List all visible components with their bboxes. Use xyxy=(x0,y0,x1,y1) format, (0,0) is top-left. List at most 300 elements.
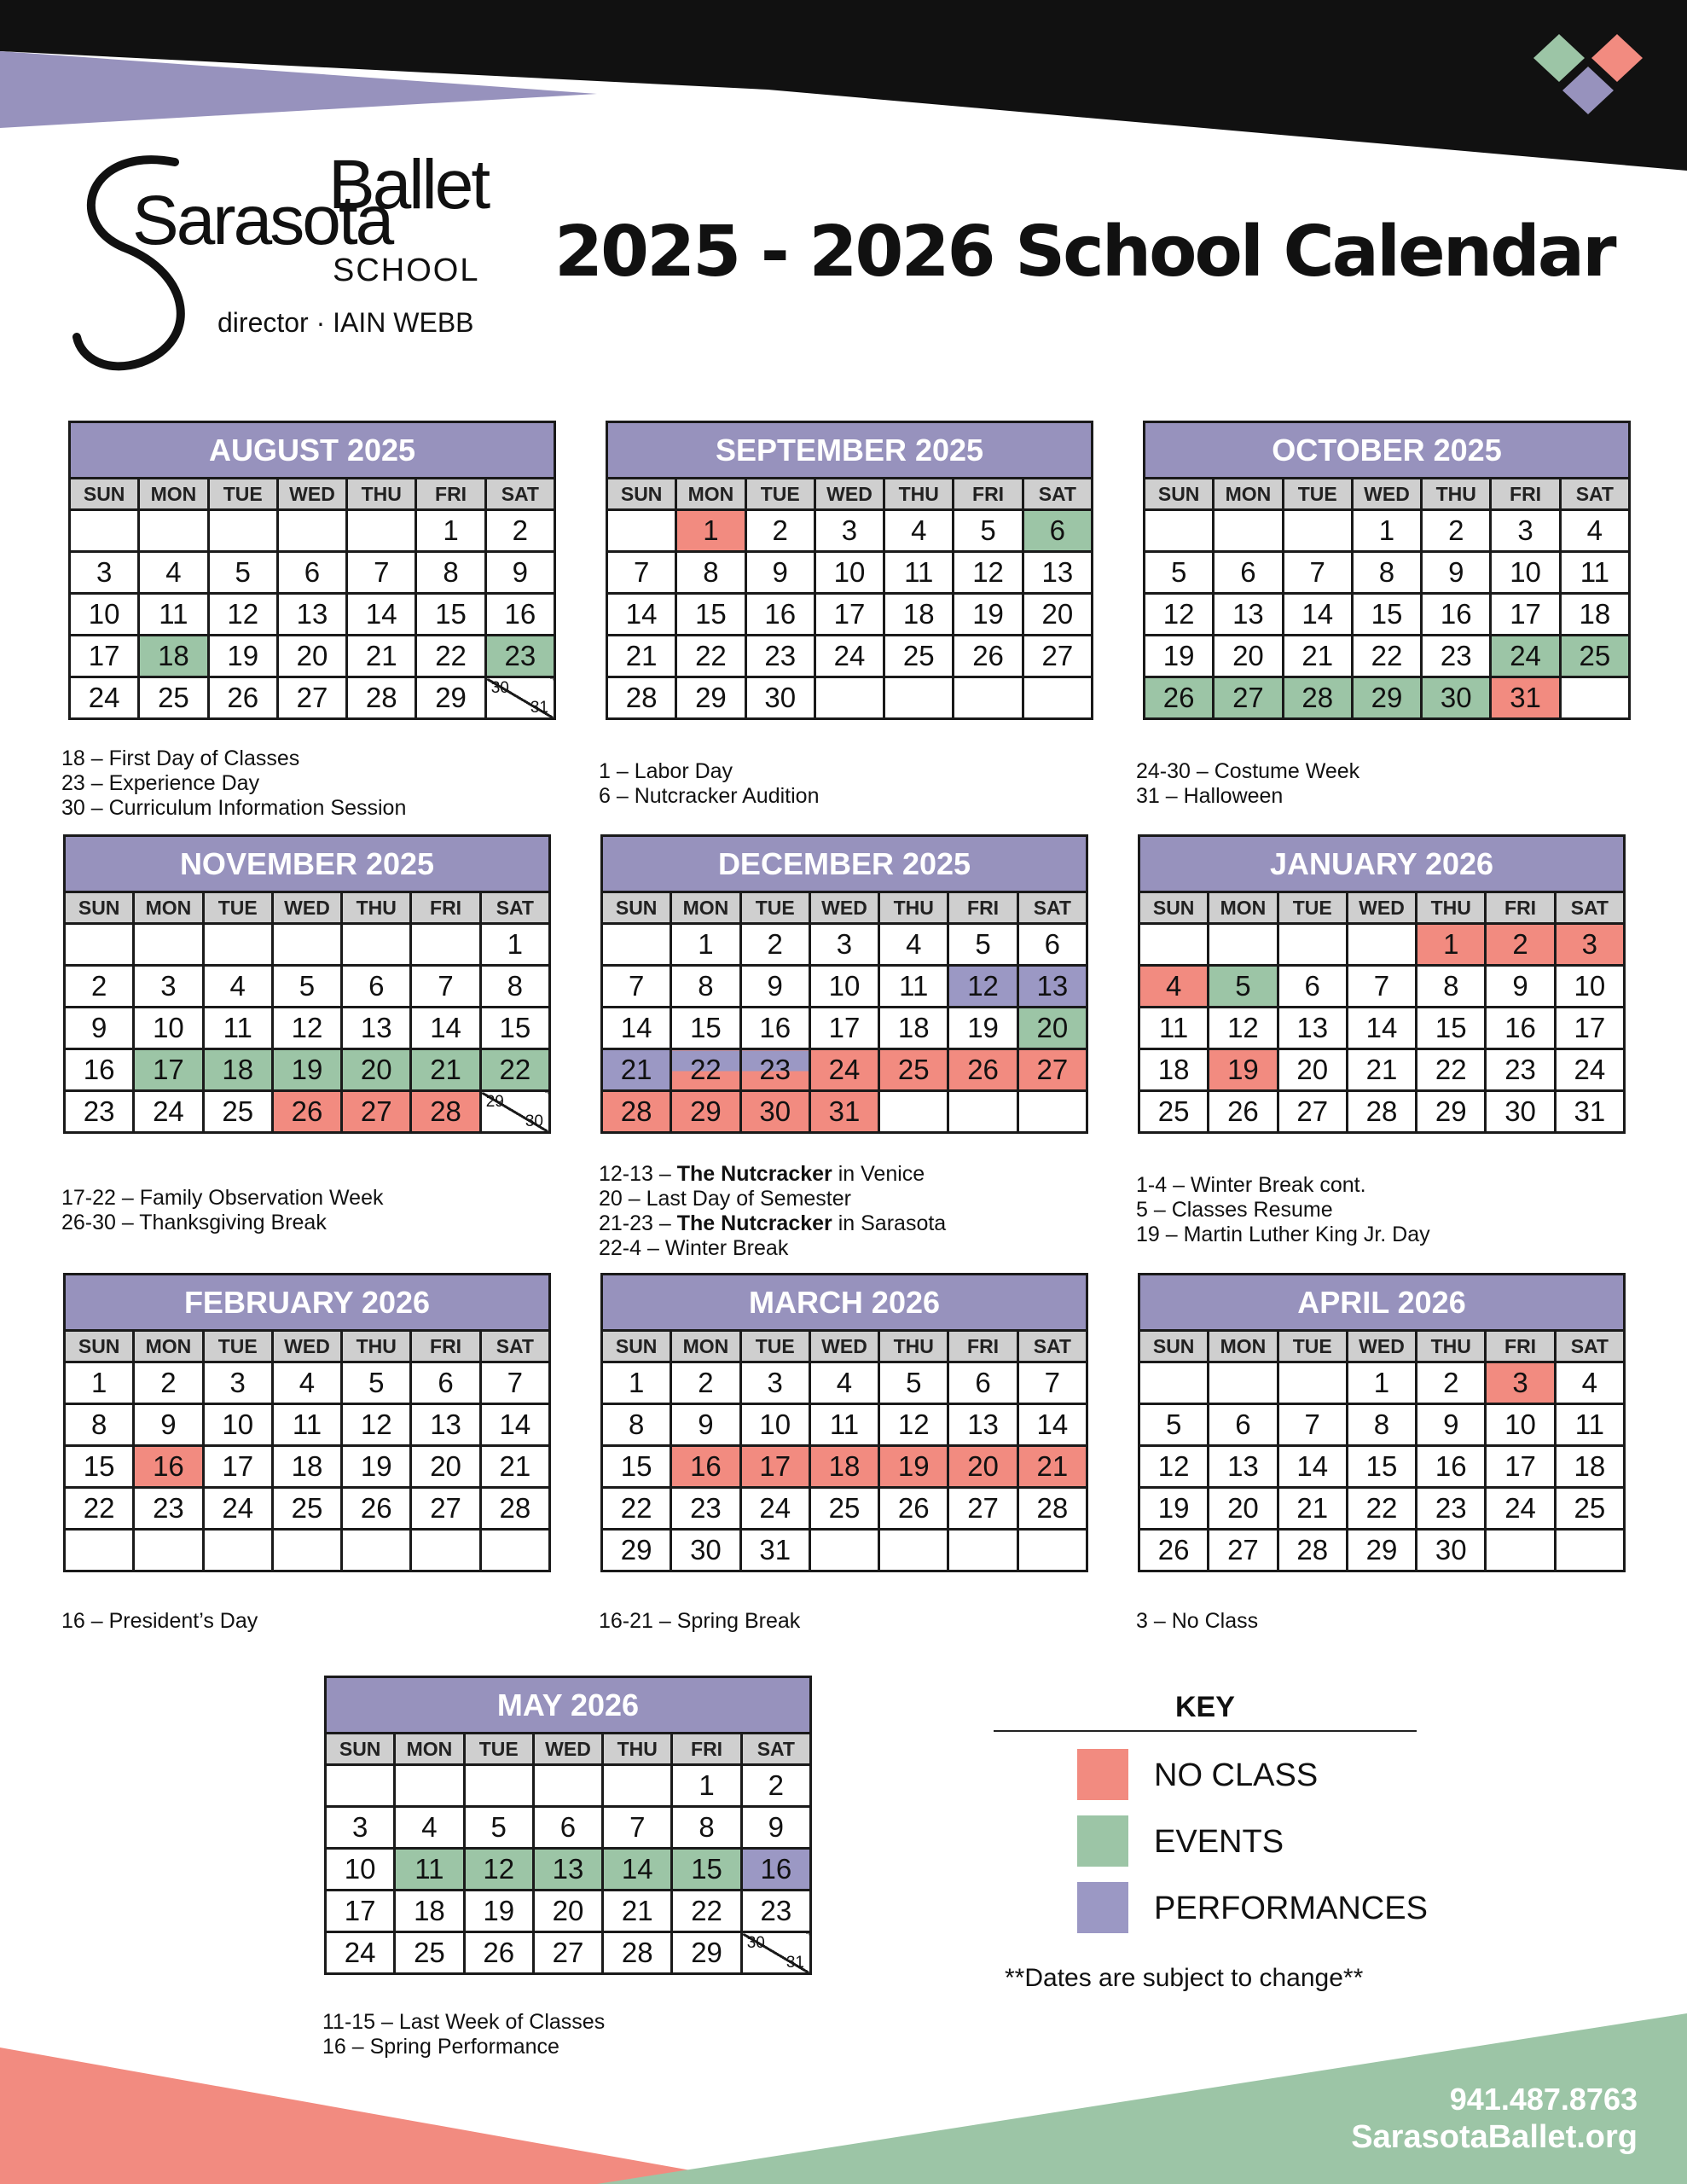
day-cell: 20 xyxy=(1209,1488,1278,1530)
day-cell: 6 xyxy=(1214,552,1283,594)
weekday-label: SAT xyxy=(1560,479,1629,510)
day-cell: 26 xyxy=(1139,1530,1209,1571)
day-cell: 13 xyxy=(1278,1008,1347,1049)
week-row xyxy=(70,677,555,719)
day-cell: 5 xyxy=(272,966,341,1008)
day-cell: 1 xyxy=(1347,1362,1416,1404)
day-cell: 12 xyxy=(1139,1446,1209,1488)
day-cell: 19 xyxy=(954,594,1023,636)
day-cell xyxy=(1139,924,1209,966)
day-cell: 24 xyxy=(70,677,139,719)
day-cell: 5 xyxy=(954,510,1023,552)
week-row xyxy=(326,1932,811,1974)
day-cell: 4 xyxy=(1139,966,1209,1008)
day-cell: 18 xyxy=(203,1049,272,1091)
day-cell xyxy=(1017,1091,1087,1133)
day-cell: 7 xyxy=(1283,552,1352,594)
day-cell: 3 xyxy=(1486,1362,1555,1404)
day-number: 31 xyxy=(786,1954,804,1972)
weekday-row xyxy=(1139,892,1625,924)
day-cell: 23 xyxy=(485,636,554,677)
week-row xyxy=(602,1404,1087,1446)
day-cell: 30 xyxy=(740,1091,809,1133)
day-number: 31 xyxy=(530,699,548,717)
week-row xyxy=(70,594,555,636)
day-cell: 18 xyxy=(1139,1049,1209,1091)
day-cell: 30 xyxy=(1417,1530,1486,1571)
day-cell: 24 xyxy=(1555,1049,1624,1091)
weekday-label: TUE xyxy=(203,892,272,924)
day-cell: 26 xyxy=(342,1488,411,1530)
weekday-label: SUN xyxy=(70,479,139,510)
day-cell: 21 xyxy=(603,1891,672,1932)
week-row xyxy=(602,966,1087,1008)
day-cell: 28 xyxy=(603,1932,672,1974)
day-cell: 4 xyxy=(879,924,948,966)
day-cell: 20 xyxy=(533,1891,602,1932)
month-grid xyxy=(1143,477,1631,720)
day-cell: 27 xyxy=(948,1488,1017,1530)
day-cell: 8 xyxy=(416,552,485,594)
day-cell: 18 xyxy=(879,1008,948,1049)
day-cell: 10 xyxy=(1555,966,1624,1008)
week-row xyxy=(1139,1008,1625,1049)
month-notes xyxy=(1136,759,1359,809)
note-line: 11-15 – Last Week of Classes xyxy=(322,2010,606,2034)
day-cell: 17 xyxy=(203,1446,272,1488)
day-cell: 12 xyxy=(464,1849,533,1891)
day-cell xyxy=(70,510,139,552)
day-cell: 3 xyxy=(203,1362,272,1404)
note-line: 21-23 – The Nutcracker in Sarasota xyxy=(599,1211,947,1235)
day-cell: 14 xyxy=(347,594,416,636)
day-cell: 25 xyxy=(203,1091,272,1133)
week-row xyxy=(65,924,550,966)
day-cell: 9 xyxy=(740,966,809,1008)
weekday-label: SUN xyxy=(602,892,671,924)
calendar-april-2026 xyxy=(1138,1273,1626,1572)
day-cell: 12 xyxy=(208,594,277,636)
week-row xyxy=(70,552,555,594)
day-cell: 14 xyxy=(1347,1008,1416,1049)
day-cell: 17 xyxy=(1491,594,1560,636)
day-cell: 1 xyxy=(1352,510,1421,552)
week-row xyxy=(602,1488,1087,1530)
day-cell: 16 xyxy=(1422,594,1491,636)
day-cell: 28 xyxy=(1278,1530,1347,1571)
note-line: 23 – Experience Day xyxy=(61,771,260,795)
day-number: 30 xyxy=(746,1934,765,1952)
day-cell: 11 xyxy=(1555,1404,1624,1446)
day-cell: 30 xyxy=(1486,1091,1555,1133)
calendar-january-2026 xyxy=(1138,834,1626,1134)
day-cell: 23 xyxy=(1417,1488,1486,1530)
day-cell: 17 xyxy=(1555,1008,1624,1049)
day-cell: 14 xyxy=(1017,1404,1087,1446)
month-header: FEBRUARY 2026 xyxy=(63,1273,551,1329)
day-cell: 16 xyxy=(134,1446,203,1488)
day-cell: 27 xyxy=(1023,636,1092,677)
note-line: 24-30 – Costume Week xyxy=(1136,759,1360,783)
day-cell xyxy=(1145,510,1214,552)
day-cell: 19 xyxy=(1209,1049,1278,1091)
day-cell: 4 xyxy=(272,1362,341,1404)
day-cell: 18 xyxy=(884,594,954,636)
month-notes xyxy=(61,1186,383,1235)
day-cell: 16 xyxy=(1417,1446,1486,1488)
key-label-no-class: NO CLASS xyxy=(1154,1757,1319,1793)
key-label-events: EVENTS xyxy=(1154,1824,1284,1860)
day-cell: 7 xyxy=(480,1362,549,1404)
day-cell: 3 xyxy=(1491,510,1560,552)
day-cell: 7 xyxy=(411,966,480,1008)
day-cell: 26 xyxy=(948,1049,1017,1091)
day-cell: 15 xyxy=(602,1446,671,1488)
day-cell: 27 xyxy=(342,1091,411,1133)
week-row xyxy=(65,1049,550,1091)
week-row xyxy=(1139,1488,1625,1530)
weekday-label: MON xyxy=(671,892,740,924)
day-cell: 11 xyxy=(809,1404,878,1446)
weekday-label: FRI xyxy=(1486,1331,1555,1362)
day-cell: 13 xyxy=(1017,966,1087,1008)
day-cell: 11 xyxy=(272,1404,341,1446)
day-cell: 31 xyxy=(740,1530,809,1571)
month-notes xyxy=(61,746,406,821)
week-row xyxy=(70,510,555,552)
calendar-november-2025 xyxy=(63,834,551,1134)
calendar-february-2026 xyxy=(63,1273,551,1572)
day-cell xyxy=(884,677,954,719)
month-notes xyxy=(599,1609,800,1634)
weekday-label: SAT xyxy=(1017,1331,1087,1362)
note-line: 16 – Spring Performance xyxy=(322,2035,559,2059)
day-cell: 10 xyxy=(1491,552,1560,594)
weekday-label: THU xyxy=(879,1331,948,1362)
day-cell: 22 xyxy=(671,1049,740,1091)
day-cell: 20 xyxy=(948,1446,1017,1488)
day-cell: 26 xyxy=(1209,1091,1278,1133)
day-cell: 5 xyxy=(1145,552,1214,594)
weekday-row xyxy=(1139,1331,1625,1362)
day-cell: 24 xyxy=(815,636,884,677)
day-cell: 21 xyxy=(480,1446,549,1488)
day-cell: 17 xyxy=(326,1891,395,1932)
day-cell: 28 xyxy=(602,1091,671,1133)
week-row xyxy=(1139,1530,1625,1571)
month-header: OCTOBER 2025 xyxy=(1143,421,1631,477)
day-cell: 3 xyxy=(809,924,878,966)
day-cell: 2 xyxy=(745,510,815,552)
day-cell: 6 xyxy=(1023,510,1092,552)
weekday-row xyxy=(70,479,555,510)
week-row xyxy=(1139,1091,1625,1133)
weekday-label: MON xyxy=(1209,892,1278,924)
weekday-label: MON xyxy=(134,1331,203,1362)
weekday-label: TUE xyxy=(1283,479,1352,510)
day-cell xyxy=(1347,924,1416,966)
weekday-label: SUN xyxy=(326,1734,395,1765)
weekday-row xyxy=(602,1331,1087,1362)
day-cell: 15 xyxy=(65,1446,134,1488)
day-cell: 12 xyxy=(272,1008,341,1049)
note-line: 1 – Labor Day xyxy=(599,759,733,783)
day-cell: 6 xyxy=(342,966,411,1008)
weekday-label: THU xyxy=(342,892,411,924)
day-cell: 19 xyxy=(464,1891,533,1932)
day-cell: 3 xyxy=(740,1362,809,1404)
key-title: KEY xyxy=(1175,1691,1235,1723)
weekday-label: TUE xyxy=(745,479,815,510)
weekday-label: WED xyxy=(809,892,878,924)
day-cell: 6 xyxy=(1278,966,1347,1008)
day-cell: 15 xyxy=(416,594,485,636)
logo-school: SCHOOL xyxy=(333,253,480,288)
day-cell: 2 xyxy=(1422,510,1491,552)
note-line: 5 – Classes Resume xyxy=(1136,1198,1333,1222)
day-cell: 21 xyxy=(1347,1049,1416,1091)
day-cell: 1 xyxy=(676,510,745,552)
weekday-label: WED xyxy=(1347,1331,1416,1362)
weekday-label: WED xyxy=(1347,892,1416,924)
day-cell: 24 xyxy=(326,1932,395,1974)
day-cell xyxy=(395,1765,464,1807)
day-cell: 20 xyxy=(1017,1008,1087,1049)
day-cell: 23 xyxy=(745,636,815,677)
day-cell xyxy=(879,1091,948,1133)
day-cell: 21 xyxy=(1278,1488,1347,1530)
month-notes xyxy=(599,1162,946,1261)
day-cell: 2 xyxy=(740,924,809,966)
month-grid xyxy=(1138,1329,1626,1572)
day-cell: 22 xyxy=(65,1488,134,1530)
day-cell xyxy=(411,1530,480,1571)
day-cell: 17 xyxy=(740,1446,809,1488)
day-cell: 15 xyxy=(676,594,745,636)
weekday-label: MON xyxy=(139,479,208,510)
day-cell xyxy=(533,1765,602,1807)
day-cell: 2 xyxy=(1486,924,1555,966)
day-cell: 15 xyxy=(1352,594,1421,636)
contact-phone[interactable]: 941.487.8763 xyxy=(1449,2082,1638,2117)
day-cell: 21 xyxy=(1017,1446,1087,1488)
day-cell xyxy=(347,510,416,552)
note-line: 6 – Nutcracker Audition xyxy=(599,784,820,808)
day-cell: 12 xyxy=(954,552,1023,594)
day-cell: 9 xyxy=(65,1008,134,1049)
note-line: 3 – No Class xyxy=(1136,1609,1259,1633)
week-row xyxy=(326,1891,811,1932)
day-cell: 16 xyxy=(1486,1008,1555,1049)
weekday-label: FRI xyxy=(954,479,1023,510)
week-row xyxy=(1145,594,1630,636)
weekday-label: TUE xyxy=(1278,1331,1347,1362)
day-cell: 23 xyxy=(740,1049,809,1091)
weekday-row xyxy=(1145,479,1630,510)
day-cell: 24 xyxy=(740,1488,809,1530)
day-cell: 15 xyxy=(672,1849,741,1891)
day-cell: 16 xyxy=(741,1849,810,1891)
day-cell: 25 xyxy=(884,636,954,677)
weekday-label: FRI xyxy=(948,892,1017,924)
day-cell: 5 xyxy=(342,1362,411,1404)
day-cell: 18 xyxy=(1555,1446,1624,1488)
note-line: 26-30 – Thanksgiving Break xyxy=(61,1211,327,1234)
day-cell: 24 xyxy=(134,1091,203,1133)
weekday-label: FRI xyxy=(416,479,485,510)
day-cell: 15 xyxy=(480,1008,549,1049)
day-cell: 2 xyxy=(741,1765,810,1807)
day-cell xyxy=(809,1530,878,1571)
day-cell: 28 xyxy=(607,677,676,719)
weekday-label: SUN xyxy=(602,1331,671,1362)
weekday-label: SAT xyxy=(480,892,549,924)
weekday-label: THU xyxy=(1417,1331,1486,1362)
week-row xyxy=(65,1530,550,1571)
weekday-label: TUE xyxy=(1278,892,1347,924)
note-line: 22-4 – Winter Break xyxy=(599,1236,789,1260)
day-cell: 4 xyxy=(1555,1362,1624,1404)
weekday-label: WED xyxy=(1352,479,1421,510)
day-cell: 6 xyxy=(1209,1404,1278,1446)
day-cell: 23 xyxy=(65,1091,134,1133)
day-cell: 31 xyxy=(809,1091,878,1133)
day-cell: 19 xyxy=(879,1446,948,1488)
day-cell: 2 xyxy=(134,1362,203,1404)
day-cell xyxy=(203,924,272,966)
day-cell: 28 xyxy=(1283,677,1352,719)
week-row xyxy=(607,510,1093,552)
day-cell: 25 xyxy=(395,1932,464,1974)
weekday-label: MON xyxy=(671,1331,740,1362)
note-line: 30 – Curriculum Information Session xyxy=(61,796,407,820)
day-cell xyxy=(411,924,480,966)
day-cell xyxy=(603,1765,672,1807)
day-cell xyxy=(607,510,676,552)
day-cell: 25 xyxy=(139,677,208,719)
calendar-march-2026 xyxy=(600,1273,1088,1572)
day-cell: 10 xyxy=(1486,1404,1555,1446)
day-cell: 9 xyxy=(745,552,815,594)
day-cell: 26 xyxy=(879,1488,948,1530)
day-cell: 8 xyxy=(1347,1404,1416,1446)
month-notes xyxy=(599,759,819,809)
calendar-august-2025 xyxy=(68,421,556,720)
day-cell: 12 xyxy=(948,966,1017,1008)
day-cell: 21 xyxy=(602,1049,671,1091)
week-row xyxy=(1139,1446,1625,1488)
day-cell: 1 xyxy=(1417,924,1486,966)
day-cell: 5 xyxy=(1209,966,1278,1008)
day-cell: 19 xyxy=(272,1049,341,1091)
weekday-label: THU xyxy=(1417,892,1486,924)
day-cell: 20 xyxy=(277,636,346,677)
day-cell: 27 xyxy=(1278,1091,1347,1133)
weekday-label: SUN xyxy=(1139,1331,1209,1362)
day-cell: 24 xyxy=(203,1488,272,1530)
day-cell: 16 xyxy=(671,1446,740,1488)
weekday-label: SAT xyxy=(1017,892,1087,924)
month-grid xyxy=(63,891,551,1134)
day-cell: 10 xyxy=(809,966,878,1008)
week-row xyxy=(326,1849,811,1891)
day-cell: 21 xyxy=(1283,636,1352,677)
day-cell: 21 xyxy=(411,1049,480,1091)
day-cell: 8 xyxy=(672,1807,741,1849)
month-notes xyxy=(61,1609,258,1634)
day-cell: 18 xyxy=(139,636,208,677)
day-cell: 22 xyxy=(602,1488,671,1530)
performances-swatch xyxy=(1077,1882,1128,1933)
day-cell: 20 xyxy=(411,1446,480,1488)
day-cell: 10 xyxy=(740,1404,809,1446)
week-row xyxy=(607,677,1093,719)
day-cell: 14 xyxy=(480,1404,549,1446)
day-cell: 8 xyxy=(1352,552,1421,594)
day-cell: 12 xyxy=(1145,594,1214,636)
day-cell: 17 xyxy=(70,636,139,677)
key-divider xyxy=(994,1730,1417,1732)
day-cell: 8 xyxy=(676,552,745,594)
day-cell: 7 xyxy=(1017,1362,1087,1404)
day-cell: 9 xyxy=(134,1404,203,1446)
day-cell: 31 xyxy=(1555,1091,1624,1133)
day-cell xyxy=(1139,1362,1209,1404)
day-cell xyxy=(480,1530,549,1571)
day-cell xyxy=(1017,1530,1087,1571)
month-header: SEPTEMBER 2025 xyxy=(606,421,1093,477)
day-cell: 30 xyxy=(745,677,815,719)
month-notes xyxy=(1136,1173,1430,1247)
day-cell: 8 xyxy=(1417,966,1486,1008)
day-cell: 26 xyxy=(464,1932,533,1974)
day-cell: 26 xyxy=(954,636,1023,677)
day-number: 29 xyxy=(485,1093,504,1111)
weekday-label: THU xyxy=(603,1734,672,1765)
day-cell: 8 xyxy=(671,966,740,1008)
day-cell: 6 xyxy=(533,1807,602,1849)
day-cell: 20 xyxy=(1278,1049,1347,1091)
week-row xyxy=(1139,1404,1625,1446)
day-cell: 16 xyxy=(485,594,554,636)
contact-website-link[interactable]: SarasotaBallet.org xyxy=(1351,2119,1638,2155)
weekday-row xyxy=(65,1331,550,1362)
week-row xyxy=(65,1488,550,1530)
month-notes xyxy=(322,2010,605,2059)
day-cell: 13 xyxy=(948,1404,1017,1446)
day-cell: 13 xyxy=(277,594,346,636)
day-cell: 21 xyxy=(607,636,676,677)
day-cell: 22 xyxy=(1352,636,1421,677)
weekday-label: FRI xyxy=(672,1734,741,1765)
day-cell: 18 xyxy=(809,1446,878,1488)
day-cell: 12 xyxy=(1209,1008,1278,1049)
day-cell: 14 xyxy=(602,1008,671,1049)
week-row xyxy=(602,1446,1087,1488)
day-cell: 3 xyxy=(134,966,203,1008)
week-row xyxy=(1139,1049,1625,1091)
day-cell xyxy=(1278,1362,1347,1404)
week-row xyxy=(65,1362,550,1404)
day-cell: 14 xyxy=(411,1008,480,1049)
day-cell: 7 xyxy=(602,966,671,1008)
month-header: AUGUST 2025 xyxy=(68,421,556,477)
month-grid xyxy=(1138,891,1626,1134)
day-cell: 15 xyxy=(1417,1008,1486,1049)
weekday-label: THU xyxy=(342,1331,411,1362)
day-cell: 5 xyxy=(948,924,1017,966)
day-cell: 19 xyxy=(1145,636,1214,677)
